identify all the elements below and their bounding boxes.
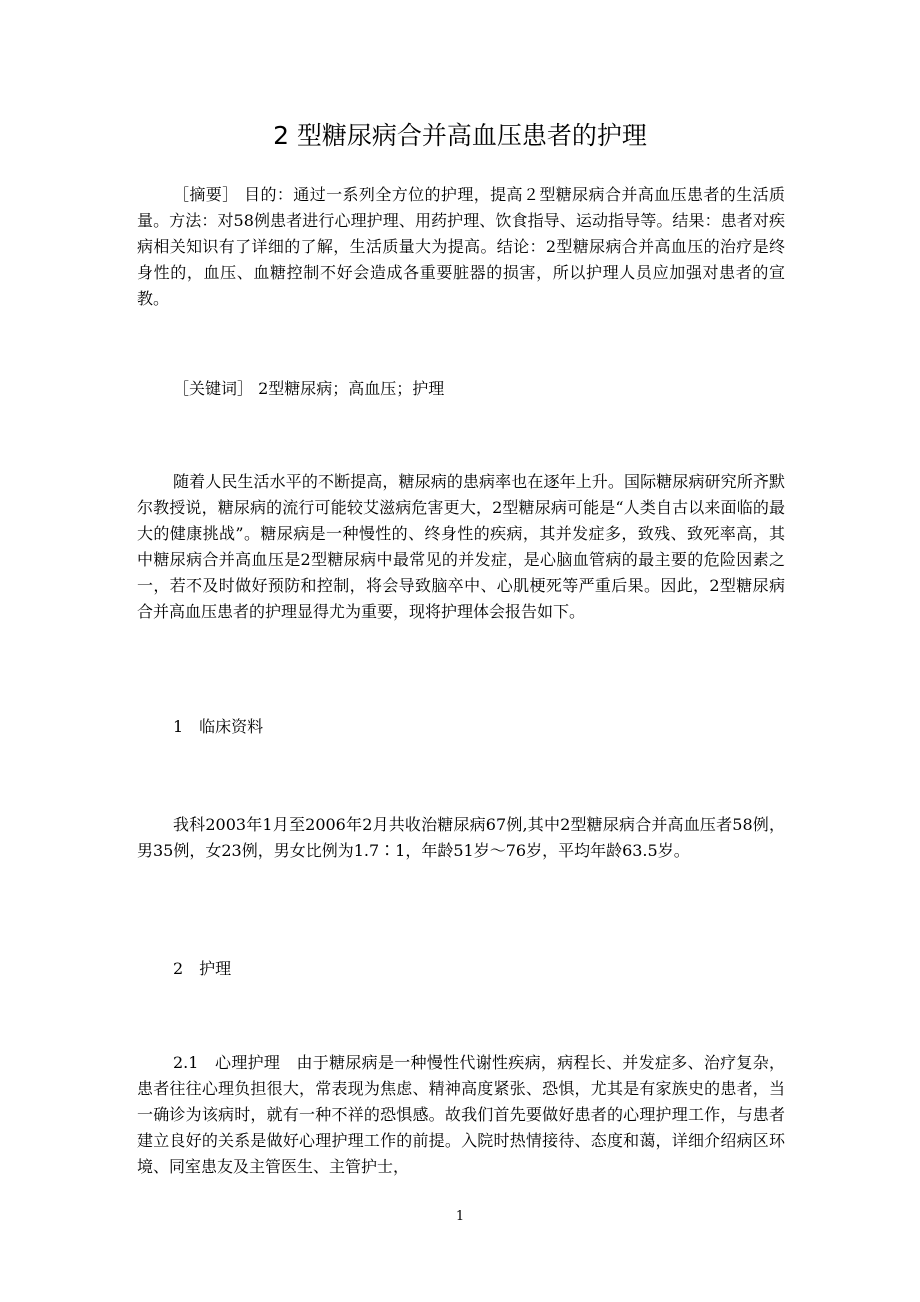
section2-heading: 2 护理 xyxy=(173,959,232,978)
intro-paragraph: 随着人民生活水平的不断提高，糖尿病的患病率也在逐年上升。国际糖尿病研究所齐默尔教授说，糖尿病的流行可能较艾滋病危害更大，2型糖尿病可能是“人类自古以来面临的最大的健康挑战”。糖尿病是一种慢性的、终身性的疾病，其并发症多，致残、致死率高，其中糖尿病合并高血压是2型糖尿病中最常见的并发症，是心脑血管病的最主要的危险因素之一，若不及时做好预防和控制，将会导致脑卒中、心肌梗死等严重后果。因此，2型糖尿病合并高血压患者的护理显得尤为重要，现将护理体会报告如下。 xyxy=(137,472,785,621)
keywords-paragraph: ［关键词］ 2型糖尿病；高血压；护理 xyxy=(173,379,445,398)
section1-paragraph: 我科2003年1月至2006年2月共收治糖尿病67例,其中2型糖尿病合并高血压者58例，男35例，女23例，男女比例为1.7∶1，年龄51岁～76岁，平均年龄63.5岁。 xyxy=(137,815,785,860)
section2-1-paragraph: 2.1 心理护理 由于糖尿病是一种慢性代谢性疾病，病程长、并发症多、治疗复杂，患者往往心理负担很大，常表现为焦虑、精神高度紧张、恐惧，尤其是有家族史的患者，当一确诊为该病时，就有一种不祥的恐惧感。故我们首先要做好患者的心理护理工作，与患者建立良好的关系是做好心理护理工作的前提。入院时热情接待、态度和蔼，详细介绍病区环境、同室患友及主管医生、主管护士， xyxy=(137,1053,785,1176)
section1-heading: 1 临床资料 xyxy=(173,717,264,736)
abstract-paragraph: ［摘要］ 目的：通过一系列全方位的护理，提高２型糖尿病合并高血压患者的生活质量。方法：对58例患者进行心理护理、用药护理、饮食指导、运动指导等。结果：患者对疾病相关知识有了详细的了解，生活质量大为提高。结论：2型糖尿病合并高血压的治疗是终身性的，血压、血糖控制不好会造成各重要脏器的损害，所以护理人员应加强对患者的宣教。 xyxy=(137,185,785,308)
document-title: 2 型糖尿病合并高血压患者的护理 xyxy=(273,121,647,150)
page-number: 1 xyxy=(455,1209,465,1224)
